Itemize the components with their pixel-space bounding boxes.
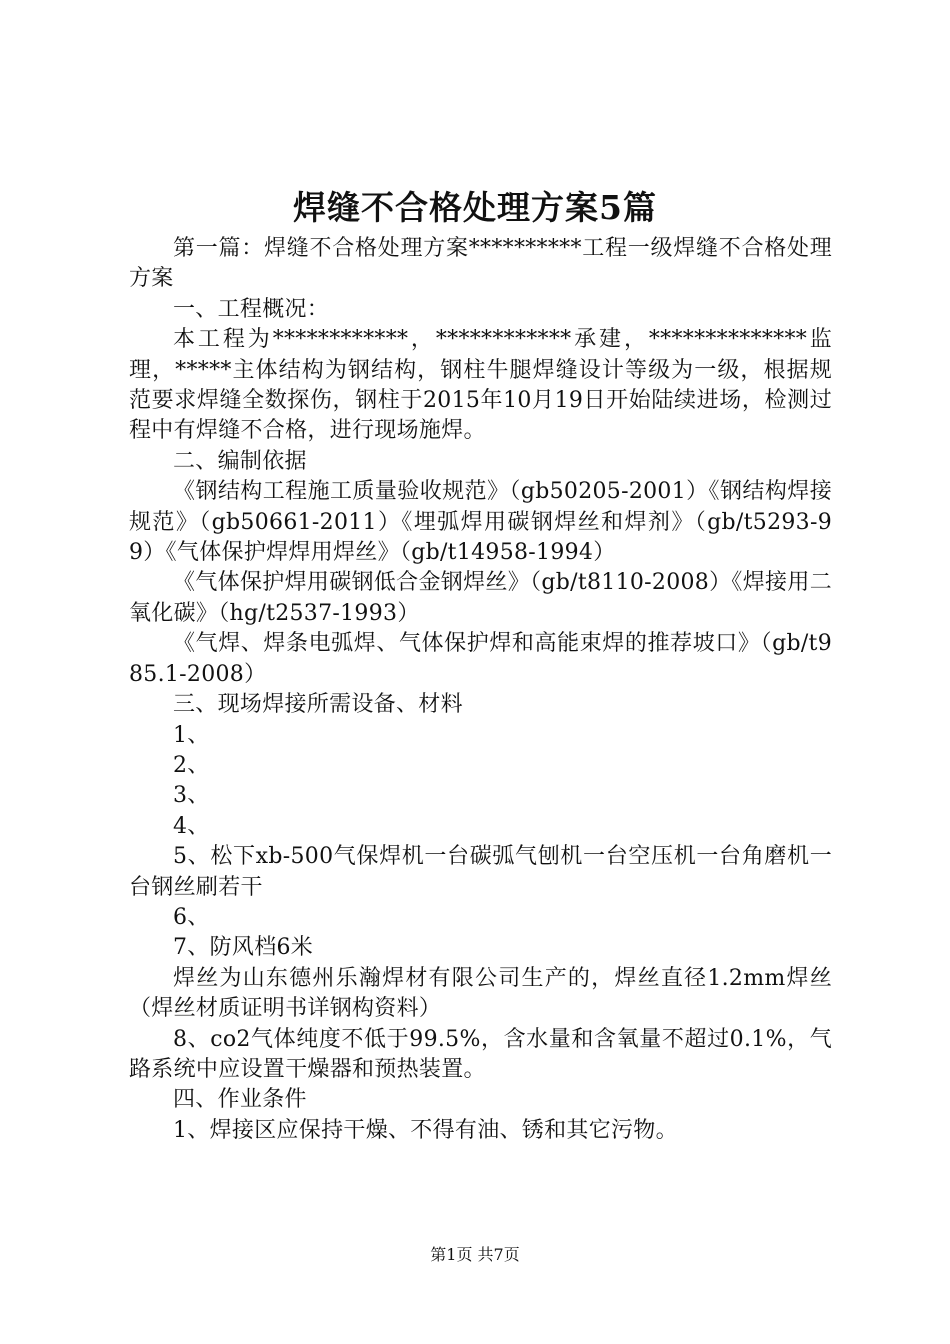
paragraph-project-overview: 本工程为************，************承建，**************监理，*****主体结构为钢结构，钢柱牛腿焊缝设计等级为一级，根据规范要求焊缝全数探伤，钢柱于2015年10月19日开始陆续进场，检测过程中有焊缝不合格，进行现场施焊。 — [129, 327, 832, 444]
list-item: 6、 — [173, 904, 210, 930]
heading-equipment: 三、现场焊接所需设备、材料 — [173, 692, 463, 718]
heading-work-conditions: 四、作业条件 — [173, 1087, 307, 1113]
paragraph-intro: 第一篇：焊缝不合格处理方案**********工程一级焊缝不合格处理方案 — [129, 236, 832, 292]
list-item: 4、 — [173, 813, 210, 839]
heading-project-overview: 一、工程概况： — [173, 296, 330, 322]
list-item: 1、焊接区应保持干燥、不得有油、锈和其它污物。 — [173, 1117, 678, 1143]
heading-basis: 二、编制依据 — [173, 448, 307, 474]
document-title: 焊缝不合格处理方案5篇 — [293, 188, 657, 227]
page-footer: 第1页 共7页 — [430, 1245, 520, 1264]
list-item: 2、 — [173, 752, 210, 778]
list-item: 8、co2气体纯度不低于99.5%，含水量和含氧量不超过0.1%，气路系统中应设置干燥器和预热装置。 — [129, 1026, 832, 1082]
paragraph-basis-standards-3: 《气焊、焊条电弧焊、气体保护焊和高能束焊的推荐坡口》（gb/t985.1-2008） — [129, 631, 832, 687]
paragraph-basis-standards-1: 《钢结构工程施工质量验收规范》（gb50205-2001）《钢结构焊接规范》（gb50661-2011）《埋弧焊用碳钢焊丝和焊剂》（gb/t5293-99）《气体保护焊焊用焊丝》（gb/t14958-1994） — [129, 479, 832, 566]
list-item: 7、防风档6米 — [173, 935, 314, 961]
list-item: 3、 — [173, 783, 210, 809]
paragraph-basis-standards-2: 《气体保护焊用碳钢低合金钢焊丝》（gb/t8110-2008）《焊接用二氧化碳》（hg/t2537-1993） — [129, 570, 832, 626]
document-body — [129, 234, 832, 1146]
list-item: 5、松下xb-500气保焊机一台碳弧气刨机一台空压机一台角磨机一台钢丝刷若干 — [129, 844, 832, 900]
paragraph-welding-wire: 焊丝为山东德州乐瀚焊材有限公司生产的，焊丝直径1.2mm焊丝（焊丝材质证明书详钢构资料） — [129, 965, 832, 1022]
list-item: 1、 — [173, 722, 210, 748]
